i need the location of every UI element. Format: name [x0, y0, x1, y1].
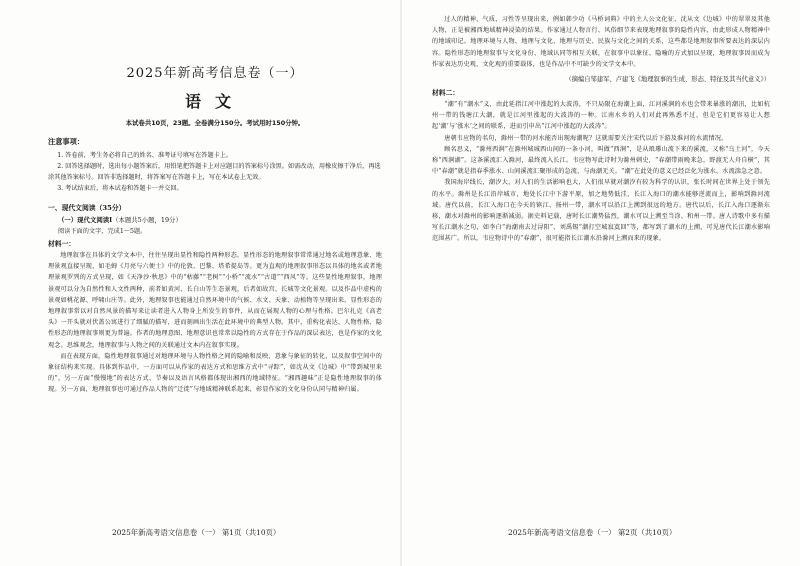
- material-label: 材料二：: [432, 89, 460, 98]
- subsection-meta: （本题共5小题，19分）: [112, 216, 182, 224]
- reading-instruction: 阅读下面的文字，完成1～5题。: [58, 228, 147, 235]
- passage-paragraph: 而在表现方面，隐性地理叙事通过对地理环境与人物性格之间的隐喻和反映、意象与象征的转化，以及叙事空间中的象征结构来实现。具体到作品中，一方面可以从作家的表达方式和思维方式中“寻踪”，如沈从文《边城》中“带到城里来的”，另一方面“慢慢地”的表达方式、节奏以及语言风格都体现出湘西的地域特征。“湘西趣味”正是隐性地理叙事的体现。另一方面，地理叙事也可通过作品人物的“迁徙”与地域精神联系起来，彰显作家的文化身份认同与精神归属。: [48, 352, 382, 394]
- passage-paragraph: 唐朝韦应物的名句，滁州一带的河水能否出现海潮呢？这就需要关注宋代以后下游及淮河的水流情况。: [444, 134, 728, 142]
- passage-paragraph: “潮”有“潮水”义，由此延指江河中涨起的大波涛，不只局限在海潮上面，江河溪涧的水也会带来暴涨的潮汛，比如杭州一带的钱塘江大潮，就是江河里涨起的大波涛的一种。江南水乡的人们对此再熟悉不过，但是它们更容易让人想起‘潮’与‘涨水’之间的联系，进而引申出“江河中涨起的大波涛”。: [432, 101, 770, 131]
- page-right: [404, 0, 800, 566]
- notes-title: 注意事项：: [48, 137, 84, 146]
- note-item: 2. 回答选择题时，选出每小题答案后，用铅笔把答题卡上对应题目的答案标号涂黑。如需改动，用橡皮擦干净后，再选涂其他答案标号。回答非选择题时，将答案写在答题卡上，写在本试卷上无效。: [48, 163, 381, 181]
- source-citation: （摘编自邹建军、卢建飞《地理叙事的生成、形态、特征及其当代意义》）: [565, 76, 770, 84]
- exam-info: 本试卷共10页，23题。全卷满分150分。考试用时150分钟。: [125, 119, 305, 127]
- subsection-heading: [58, 215, 382, 224]
- exam-title: 2025年新高考信息卷（一）: [126, 66, 304, 81]
- subsection-title: （一）现代文阅读Ⅰ: [58, 216, 113, 224]
- passage-paragraph: 顾名思义，“滁州西涧”在滁州城城西山间的一条小河，叫做“西涧”，是从琅琊山流下来的溪流，又称“乌土河”，今天称“西涧湖”。这条溪流汇入滁河，最终流入长江。韦应物写此诗时为滁州刺史，“春潮带雨晚来急，野渡无人舟自横”，其中“春潮”就是指春季涨水、山间溪流汇聚形成的急流，与海潮无关。“潮”在此处的意义已经泛化为涨水、水流湍急之意。: [432, 145, 770, 176]
- section-title: 一、现代文阅读（35分）: [48, 204, 126, 212]
- material-label: 材料一：: [48, 240, 76, 248]
- subject-title: 语文: [184, 92, 245, 111]
- passage-paragraph: 我国海岸线长，潮汐大，对人们的生活影响也大，人们很早就对潮汐有较为科学的认识，张长时间在世界上处于领先的水平。滁州是长江沿岸城市，地处长江中下游平原，加之地势低洼，长江入海口的潮水能够逆流而上，影响到滁河流域。唐代以前，长江入海口在今天的镇江、扬州一带，潮水可以沿江上溯到很远的地方。唐代以后，长江入海口逐渐东移，潮水对滁州的影响逐渐减弱。据史料记载，唐时长江潮势猛烈，潮水可以上溯至当涂、和州一带。唐人诗歌中多有描写长江潮水之句，如李白“海潮南去过浔阳”、刘禹锡“潮打空城寂寞回”等，都写到了潮水的上溯，可见唐代长江潮水影响范围甚广。所以，韦应物诗中的“春潮”，很可能指长江潮水沿滁河上溯而来的现象。: [432, 179, 770, 243]
- passage-paragraph: 过人的精神、气质、习性等呈现出来，例如韩少功《马桥词典》中的主人公文化征、沈从文《边城》中的翠翠及其他人物，正是被湘西地域精神浸染的结果。作家通过人物言行、风俗细节来表现地理叙事的隐性内容，由此形成人物精神中的地域印记。地理环境与人物、地理与文化、地理与历史、民族与文化之间的关系，这些都是地理叙事所要表达的深层内容。隐性形态的地理叙事与文化身份、地域认同等相互关联，在叙事中以象征、隐喻的方式加以呈现，地理叙事因而成为作家表达历史观、文化观的重要载体，也是作品中不可缺少的文学文本中。: [432, 16, 770, 68]
- passage-paragraph: 地理叙事在具体的文学文本中，往往呈现出显性和隐性两种形态。显性形态的地理叙事常常通过地名或地理意象、地理景观直接呈现，如毛姆《月亮与六便士》中的伦敦、巴黎、塔希提岛等。更为直观的地理叙事形态以具体的地名或者地理景观罗列的方式呈现，如《天净沙·秋思》中的“枯藤”“老树”“小桥”“流水”“古道”“西风”等。这些显性地理叙事，地理景观可以分为自然性和人文性两种，前者如黄河、长白山等生态景观，后者如故宫、长城等文化景观。以及作品中虚构的景观如桃花源、呼啸山庄等。此外，地理叙事也能通过自然环境中的气候、水文、天象、动植物等呈现出来。显性形态的地理叙事常以对自然风景的描写来让读者进入人物身上所发生的事件，从而在展现人物的心理与性格。巴尔扎克《高老头》一开头就对伏盖公寓进行了细腻的描写，进而刻画出生活在此环境中的典型人物。其中，重构化表达、人物性格、隐性形态的地理叙事则更为普遍。作者的地理意图、地理意识也常常以隐性的方式存在于作品的深层表达，也是作家的文化观念。思维观念，地理叙事与人物之间的关联通过文本内在叙事实现。: [48, 252, 382, 349]
- note-item: 1. 答卷前，考生务必将自己的姓名、准考证号填写在答题卡上。: [57, 152, 233, 159]
- note-item: 3. 考试结束后，将本试卷和答题卡一并交回。: [57, 185, 183, 192]
- page-footer: 2025年新高考语文信息卷（一） 第1页（共10页）: [112, 528, 281, 537]
- page-footer: 2025年新高考语文信息卷（一） 第2页（共10页）: [508, 528, 677, 537]
- page-gutter: [400, 0, 402, 566]
